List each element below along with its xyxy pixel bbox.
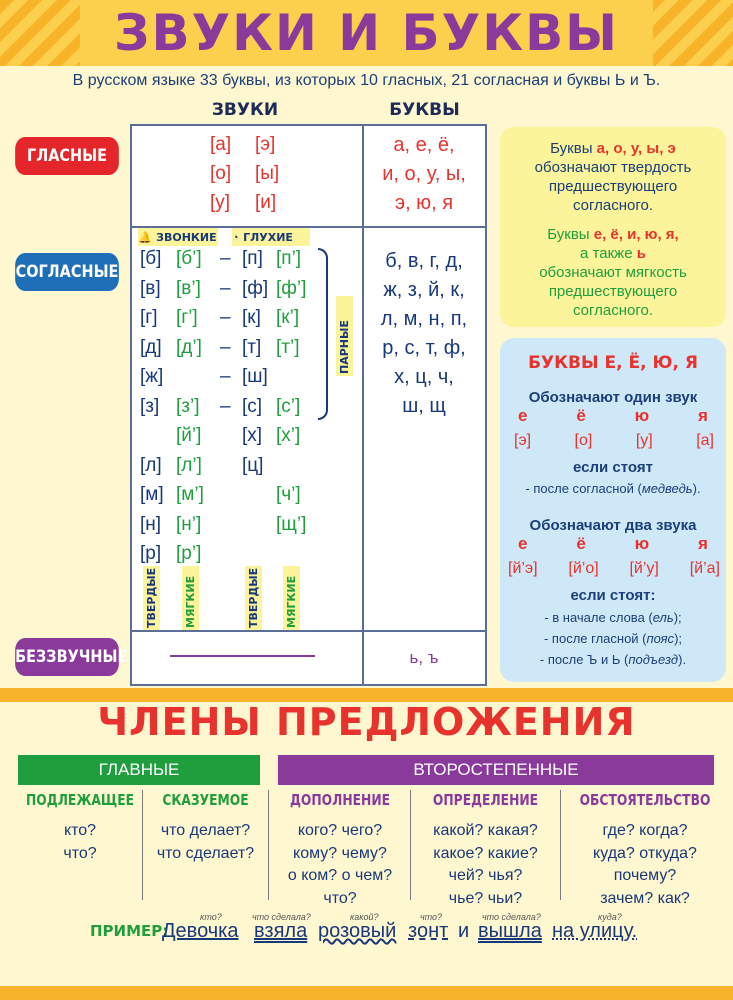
ear-icon: ◔ bbox=[232, 232, 239, 244]
consonant-sound: [б] bbox=[140, 248, 162, 269]
member-question: кто? bbox=[63, 822, 97, 839]
member-question: какой? какая? bbox=[433, 822, 538, 839]
member-question: зачем? как? bbox=[600, 889, 690, 907]
example-word: взяла bbox=[254, 920, 308, 942]
example-word: на улицу. bbox=[552, 920, 638, 942]
soft-label: МЯГКИЕ bbox=[182, 566, 199, 630]
member-name: ДОПОЛНЕНИЕ bbox=[289, 791, 391, 809]
consonant-sound: [п] bbox=[242, 248, 263, 269]
consonant-sound: [ф’] bbox=[276, 277, 307, 299]
vowel-sound: [э] bbox=[255, 134, 276, 155]
consonant-letters: х, ц, ч, bbox=[394, 366, 454, 388]
consonant-sound: [л] bbox=[140, 454, 162, 476]
member-question: что? bbox=[323, 889, 357, 907]
vowel-sound: [ы] bbox=[255, 163, 280, 184]
consonant-sound: [з’] bbox=[176, 395, 200, 417]
bottom-band bbox=[0, 986, 733, 1000]
soundless-letters: ь, ъ bbox=[409, 648, 439, 667]
sentence-members-title: ЧЛЕНЫ ПРЕДЛОЖЕНИЯ bbox=[97, 700, 636, 744]
consonant-sound: [т] bbox=[242, 336, 262, 358]
member-name: ПОДЛЕЖАЩЕЕ bbox=[25, 791, 135, 809]
member-question: чье? чьи? bbox=[448, 889, 523, 907]
example-word: вышла bbox=[478, 920, 542, 942]
letters-header: БУКВЫ bbox=[389, 100, 460, 120]
member-name: ОБСТОЯТЕЛЬСТВО bbox=[579, 791, 711, 809]
paired-bracket bbox=[318, 248, 328, 420]
consonant-sound: [ч’] bbox=[276, 484, 301, 505]
consonant-letters: ш, щ bbox=[402, 395, 446, 417]
example-word: Девочка bbox=[162, 920, 239, 942]
voiceless-tag bbox=[232, 228, 310, 246]
example-question: куда? bbox=[598, 912, 622, 922]
vowel-letters: э, ю, я bbox=[394, 192, 454, 214]
consonant-sound: [п’] bbox=[276, 248, 302, 269]
hardness-box: Буквы а, о, у, ы, э обозначают твердость предшествующего согласного. Буквы е, ё, и, ю, я, а также ь обозначают мягкость предшествующего согласного. bbox=[500, 127, 726, 327]
sounds-header: ЗВУКИ bbox=[211, 100, 279, 120]
vowel-letters: и, о, у, ы, bbox=[382, 163, 466, 185]
consonant-sound: [н] bbox=[140, 513, 162, 535]
consonant-sound: [м’] bbox=[176, 484, 204, 505]
member-question: о ком? о чем? bbox=[287, 867, 393, 884]
member-name: ОПРЕДЕЛЕНИЕ bbox=[432, 791, 539, 809]
consonant-letters: л, м, н, п, bbox=[380, 308, 468, 330]
consonant-sound: [ф] bbox=[242, 277, 269, 299]
consonant-sound: [в’] bbox=[176, 277, 201, 299]
consonants-label: СОГЛАСНЫЕ bbox=[15, 253, 119, 291]
soundless-label: БЕЗЗВУЧНЫЕ bbox=[15, 638, 119, 676]
example-question: какой? bbox=[350, 912, 379, 922]
example-label: ПРИМЕР: bbox=[90, 922, 169, 940]
example-word: зонт bbox=[408, 920, 449, 942]
pair-dash: – bbox=[220, 307, 231, 328]
vowels-label: ГЛАСНЫЕ bbox=[15, 137, 119, 175]
vowel-sound: [у] bbox=[210, 192, 231, 213]
consonant-sound: [ж] bbox=[140, 366, 164, 387]
example-question: что? bbox=[420, 912, 443, 922]
consonant-sound: [д’] bbox=[176, 336, 202, 358]
example-word: и bbox=[458, 920, 470, 942]
consonant-sound: [в] bbox=[140, 277, 161, 299]
member-question: что делает? bbox=[160, 822, 251, 839]
consonant-sound: [м] bbox=[140, 484, 164, 505]
consonant-letters: р, с, т, ф, bbox=[382, 337, 466, 359]
consonant-sound: [с’] bbox=[276, 395, 301, 417]
member-question: чей? чья? bbox=[448, 867, 523, 884]
member-question: кому? чему? bbox=[293, 844, 387, 862]
pair-dash: – bbox=[220, 395, 231, 417]
voiceless-label: ГЛУХИЕ bbox=[243, 231, 293, 244]
eyo-box: БУКВЫ Е, Ё, Ю, Я Обозначают один звук е ё ю я [э] [о] [у] [а] если стоят - после согласной (медведь). Обозначают два звука е ё ю я [й’э] [й’о] [й’у] [й’а] если стоят: - в начале слова (ель); - после гласной (пояс); - после Ъ и Ь (подъезд). bbox=[500, 338, 726, 682]
member-question: что сделает? bbox=[156, 844, 255, 862]
pair-dash: – bbox=[220, 366, 231, 387]
member-question: кого? чего? bbox=[297, 822, 383, 839]
member-question: куда? откуда? bbox=[593, 844, 697, 862]
consonant-sound: [щ’] bbox=[276, 513, 307, 535]
bell-icon: 🔔 bbox=[138, 232, 152, 244]
consonant-sound: [б’] bbox=[176, 248, 202, 269]
consonant-sound: [з] bbox=[140, 395, 160, 417]
example-question: что сделала? bbox=[482, 912, 541, 922]
consonant-sound: [ш] bbox=[242, 366, 268, 387]
page-title: ЗВУКИ И БУКВЫ bbox=[113, 4, 619, 62]
example-question: что сделала? bbox=[252, 912, 311, 922]
consonant-sound: [т’] bbox=[276, 336, 300, 358]
consonant-sound: [р’] bbox=[176, 543, 202, 564]
consonant-sound: [г’] bbox=[176, 307, 198, 328]
member-question: какое? какие? bbox=[433, 844, 538, 862]
consonant-sound: [х] bbox=[242, 425, 263, 446]
consonant-sound: [н’] bbox=[176, 513, 202, 535]
example-question: кто? bbox=[200, 912, 222, 922]
consonant-letters: б, в, г, д, bbox=[385, 250, 463, 272]
member-question: что? bbox=[63, 844, 97, 862]
vowel-sound: [о] bbox=[210, 163, 232, 184]
intro-text: В русском языке 33 буквы, из которых 10 гласных, 21 согласная и буквы Ь и Ъ. bbox=[72, 72, 661, 89]
pair-dash: – bbox=[220, 248, 231, 269]
hard-label: ТВЕРДЫЕ bbox=[145, 567, 158, 628]
consonant-sound: [й’] bbox=[176, 425, 202, 446]
example-word: розовый bbox=[318, 920, 397, 942]
consonant-sound: [к’] bbox=[276, 307, 300, 328]
paired-label: ПАРНЫЕ bbox=[336, 296, 353, 376]
consonant-sound: [д] bbox=[140, 336, 162, 358]
consonant-sound: [л’] bbox=[176, 454, 202, 476]
member-question: где? когда? bbox=[602, 822, 688, 839]
consonant-sound: [с] bbox=[242, 395, 263, 417]
hard-label: ТВЕРДЫЕ bbox=[247, 567, 260, 628]
eyo-title: БУКВЫ Е, Ё, Ю, Я bbox=[528, 353, 698, 373]
consonant-letters: ж, з, й, к, bbox=[383, 279, 465, 301]
consonant-sound: [к] bbox=[242, 307, 261, 328]
member-question: почему? bbox=[613, 867, 677, 884]
consonant-sound: [х’] bbox=[276, 425, 301, 446]
soundless-empty-line bbox=[170, 655, 315, 657]
secondary-members-header: ВТОРОСТЕПЕННЫЕ bbox=[278, 755, 714, 785]
soft-label: МЯГКИЕ bbox=[283, 566, 300, 630]
vowel-sound: [и] bbox=[255, 192, 277, 213]
main-members-header: ГЛАВНЫЕ bbox=[18, 755, 260, 785]
consonant-sound: [р] bbox=[140, 543, 162, 564]
pair-dash: – bbox=[220, 336, 231, 358]
member-name: СКАЗУЕМОЕ bbox=[162, 791, 249, 809]
pair-dash: – bbox=[220, 277, 231, 299]
voiced-label: ЗВОНКИЕ bbox=[156, 231, 217, 244]
vowel-sound: [а] bbox=[210, 134, 232, 155]
consonant-sound: [ц] bbox=[242, 454, 264, 476]
consonant-sound: [г] bbox=[140, 307, 158, 328]
vowel-letters: а, е, ё, bbox=[393, 134, 455, 156]
voiced-tag bbox=[138, 228, 218, 246]
